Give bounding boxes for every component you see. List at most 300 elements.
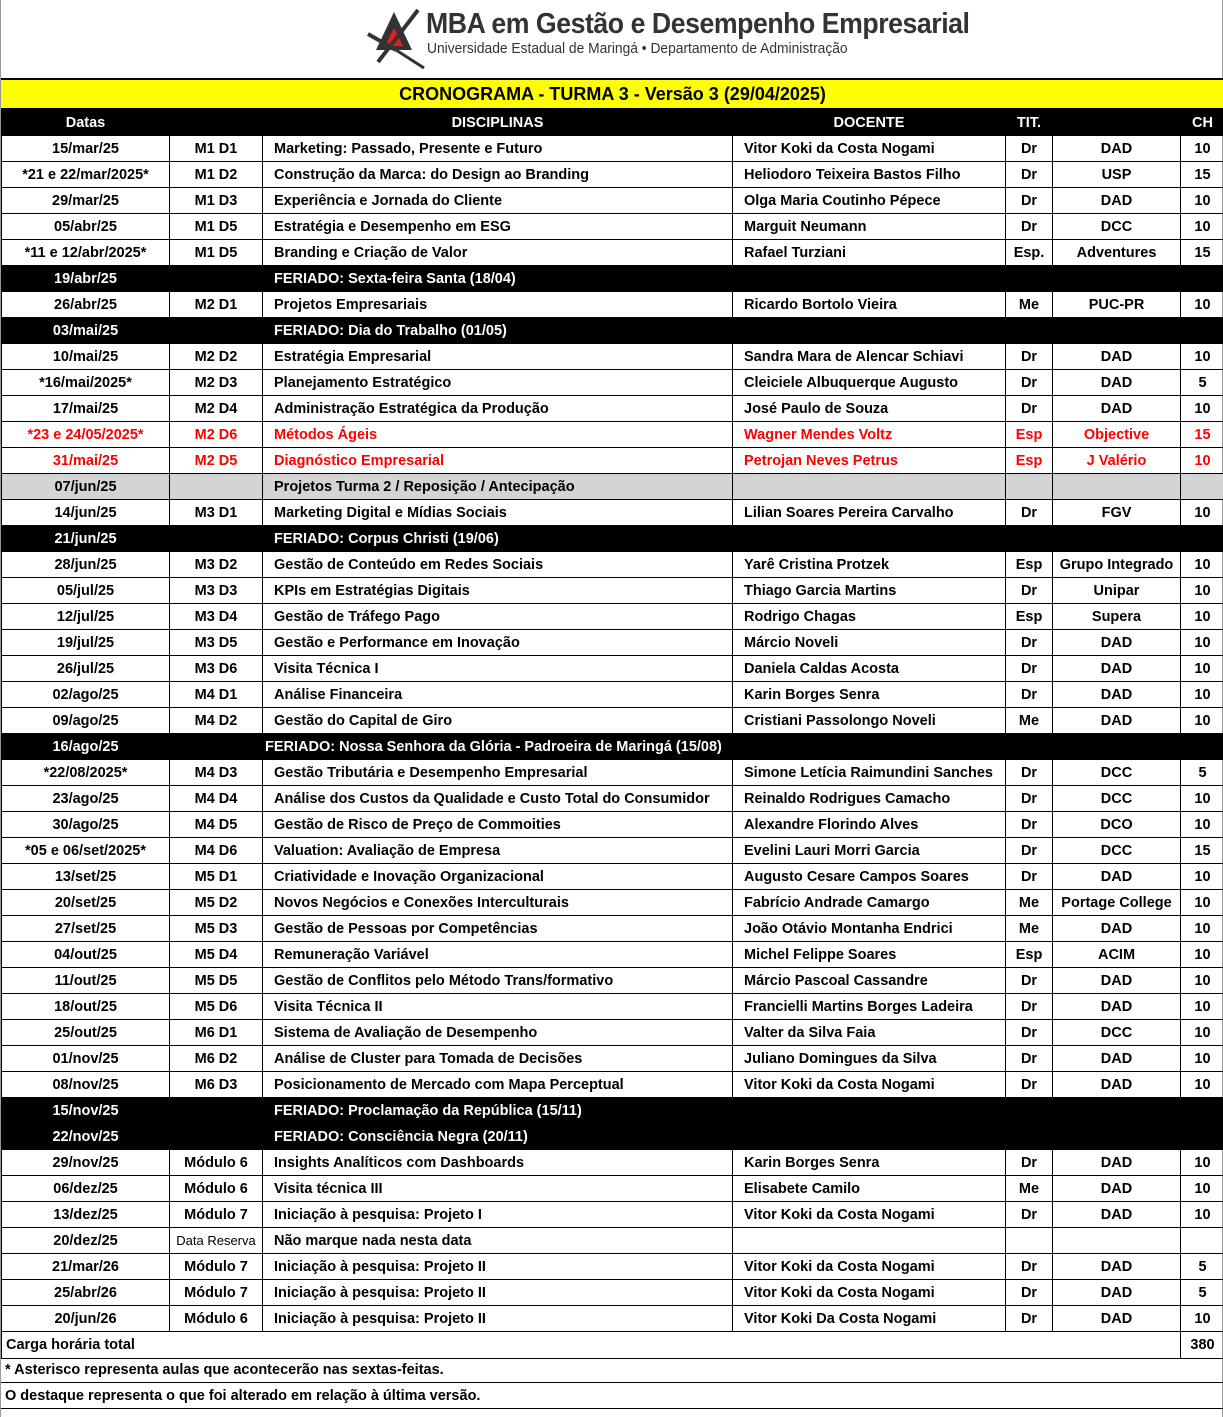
table-header-row [2,110,1223,136]
cell-institution: Unipar [1053,578,1181,604]
table-row [2,812,1223,838]
cell-date: 04/out/25 [2,942,170,968]
cell-discipline: Gestão Tributária e Desempenho Empresarial [263,760,733,786]
cell-module: M3 D2 [170,552,263,578]
cell-date: 19/jul/25 [2,630,170,656]
holiday-row [2,1124,1223,1150]
cell-institution: DAD [1053,994,1181,1020]
cell-teacher: Lilian Soares Pereira Carvalho [733,500,1006,526]
cell-title: Esp [1006,942,1053,968]
cell-teacher: Rafael Turziani [733,240,1006,266]
cell-institution: DAD [1053,916,1181,942]
cell-discipline: Visita Técnica I [263,656,733,682]
cell-teacher: Yarê Cristina Protzek [733,552,1006,578]
cell-discipline: Gestão de Conflitos pelo Método Trans/formativo [263,968,733,994]
cell-discipline: Métodos Ágeis [263,422,733,448]
cell-hours: 5 [1181,760,1223,786]
cell-title: Dr [1006,1202,1053,1228]
cell-hours: 5 [1181,1254,1223,1280]
cell-title: Esp. [1006,240,1053,266]
table-row [2,682,1223,708]
cell-module: M2 D6 [170,422,263,448]
cell-hours: 10 [1181,1150,1223,1176]
cell-teacher: Wagner Mendes Voltz [733,422,1006,448]
cell-module: M4 D3 [170,760,263,786]
cell-date: 27/set/25 [2,916,170,942]
cell-discipline: Posicionamento de Mercado com Mapa Perceptual [263,1072,733,1098]
cell-teacher: Daniela Caldas Acosta [733,656,1006,682]
cell-module: M6 D3 [170,1072,263,1098]
cell-module [170,1124,263,1150]
cell-date: 19/abr/25 [2,266,170,292]
cell-institution: J Valério [1053,448,1181,474]
cell-teacher [733,474,1006,500]
cell-teacher: Michel Felippe Soares [733,942,1006,968]
cell-institution: Adventures [1053,240,1181,266]
cell-title: Esp [1006,422,1053,448]
cell-holiday: FERIADO: Corpus Christi (19/06) [263,526,1223,552]
cell-date: *05 e 06/set/2025* [2,838,170,864]
cell-hours: 10 [1181,1072,1223,1098]
cell-title: Esp [1006,448,1053,474]
cell-holiday: FERIADO: Consciência Negra (20/11) [263,1124,1223,1150]
cell-hours: 10 [1181,604,1223,630]
brand-title: MBA em Gestão e Desempenho Empresarial [426,8,970,40]
cell-discipline: Marketing Digital e Mídias Sociais [263,500,733,526]
cell-institution: DAD [1053,864,1181,890]
cell-discipline: Iniciação à pesquisa: Projeto II [263,1254,733,1280]
cell-discipline: Análise dos Custos da Qualidade e Custo Total do Consumidor [263,786,733,812]
cell-discipline: Gestão e Performance em Inovação [263,630,733,656]
cell-teacher: Karin Borges Senra [733,1150,1006,1176]
cell-institution: FGV [1053,500,1181,526]
cell-teacher: Sandra Mara de Alencar Schiavi [733,344,1006,370]
table-row [2,942,1223,968]
cell-teacher: Vitor Koki da Costa Nogami [733,1202,1006,1228]
cell-teacher: Fabrício Andrade Camargo [733,890,1006,916]
cell-discipline: Visita técnica III [263,1176,733,1202]
table-row [2,1280,1223,1306]
cell-teacher: Vitor Koki da Costa Nogami [733,1254,1006,1280]
cell-discipline: Gestão de Pessoas por Competências [263,916,733,942]
column-header-teacher: DOCENTE [733,110,1006,136]
cell-date: 21/mar/26 [2,1254,170,1280]
cell-date: 28/jun/25 [2,552,170,578]
table-row [2,968,1223,994]
cell-hours: 10 [1181,344,1223,370]
cell-institution: Objective [1053,422,1181,448]
cell-discipline: Iniciação à pesquisa: Projeto II [263,1280,733,1306]
holiday-row [2,734,1223,760]
column-header-module [170,110,263,136]
cell-teacher: Cristiani Passolongo Noveli [733,708,1006,734]
cell-title: Dr [1006,1046,1053,1072]
cell-hours: 10 [1181,916,1223,942]
cell-module: Módulo 7 [170,1202,263,1228]
cell-hours: 5 [1181,1280,1223,1306]
cell-date: 15/nov/25 [2,1098,170,1124]
cell-teacher: Augusto Cesare Campos Soares [733,864,1006,890]
cell-date: 02/ago/25 [2,682,170,708]
cell-discipline: Branding e Criação de Valor [263,240,733,266]
cell-discipline: Iniciação à pesquisa: Projeto I [263,1202,733,1228]
cell-title: Dr [1006,214,1053,240]
cell-title: Esp [1006,604,1053,630]
cell-title: Dr [1006,396,1053,422]
cell-hours: 10 [1181,890,1223,916]
cell-module: M2 D5 [170,448,263,474]
cell-date: 20/set/25 [2,890,170,916]
holiday-row [2,1098,1223,1124]
table-row [2,1176,1223,1202]
cell-institution: DCC [1053,1020,1181,1046]
cell-module [170,266,263,292]
header [1,0,1223,78]
cell-module: Módulo 6 [170,1176,263,1202]
cell-discipline: KPIs em Estratégias Digitais [263,578,733,604]
cell-date: 25/abr/26 [2,1280,170,1306]
cell-hours: 10 [1181,552,1223,578]
table-row [2,994,1223,1020]
table-row [2,890,1223,916]
cell-hours: 15 [1181,162,1223,188]
cell-title: Dr [1006,656,1053,682]
table-row [2,500,1223,526]
cell-discipline: Gestão de Tráfego Pago [263,604,733,630]
schedule-body [2,136,1223,1359]
table-row [2,136,1223,162]
cell-teacher: Karin Borges Senra [733,682,1006,708]
footer-note: O destaque representa o que foi alterado em relação à última versão. [1,1383,1223,1409]
cell-date: 29/nov/25 [2,1150,170,1176]
cell-institution: DAD [1053,630,1181,656]
table-row [2,1046,1223,1072]
cell-module: M4 D6 [170,838,263,864]
cell-teacher: Alexandre Florindo Alves [733,812,1006,838]
cell-title: Dr [1006,578,1053,604]
cell-discipline: Experiência e Jornada do Cliente [263,188,733,214]
cell-hours: 10 [1181,942,1223,968]
cell-module: M5 D6 [170,994,263,1020]
cell-institution: DAD [1053,188,1181,214]
cell-institution: DCC [1053,838,1181,864]
table-row [2,1150,1223,1176]
table-row [2,578,1223,604]
cell-module [170,318,263,344]
total-label: Carga horária total [2,1332,1181,1359]
cell-date: 30/ago/25 [2,812,170,838]
table-row [2,760,1223,786]
cell-hours: 10 [1181,656,1223,682]
cell-institution: Portage College [1053,890,1181,916]
cell-teacher: Márcio Noveli [733,630,1006,656]
cell-hours [1181,474,1223,500]
cell-date: 26/abr/25 [2,292,170,318]
cell-module: M3 D5 [170,630,263,656]
cell-module: M2 D3 [170,370,263,396]
holiday-row [2,318,1223,344]
cell-title: Dr [1006,1150,1053,1176]
cell-hours: 10 [1181,708,1223,734]
cell-hours: 10 [1181,292,1223,318]
cell-holiday: FERIADO: Dia do Trabalho (01/05) [263,318,1223,344]
cell-date: 08/nov/25 [2,1072,170,1098]
cell-date: *11 e 12/abr/2025* [2,240,170,266]
cell-hours: 10 [1181,214,1223,240]
cell-institution: PUC-PR [1053,292,1181,318]
uem-logo-icon [366,6,426,70]
cell-title: Dr [1006,1072,1053,1098]
cell-teacher: Cleiciele Albuquerque Augusto [733,370,1006,396]
cell-institution: DAD [1053,968,1181,994]
cell-title: Dr [1006,786,1053,812]
cell-discipline: Gestão do Capital de Giro [263,708,733,734]
cell-title: Dr [1006,370,1053,396]
cell-date: 31/mai/25 [2,448,170,474]
cell-holiday: FERIADO: Proclamação da República (15/11) [263,1098,1223,1124]
cell-date: 25/out/25 [2,1020,170,1046]
cell-institution: DAD [1053,136,1181,162]
cell-teacher: Francielli Martins Borges Ladeira [733,994,1006,1020]
cell-module [170,526,263,552]
cell-module: M2 D4 [170,396,263,422]
table-row [2,1306,1223,1332]
cell-hours: 10 [1181,396,1223,422]
cell-module: M6 D2 [170,1046,263,1072]
cell-title: Dr [1006,968,1053,994]
cell-module: Módulo 6 [170,1150,263,1176]
cell-date: 23/ago/25 [2,786,170,812]
column-header-dates: Datas [2,110,170,136]
footer-note: * Asterisco representa aulas que acontecerão nas sextas-feitas. [1,1357,1223,1383]
cell-discipline: Estratégia e Desempenho em ESG [263,214,733,240]
cell-hours: 10 [1181,448,1223,474]
cell-module: Módulo 7 [170,1280,263,1306]
table-row [2,864,1223,890]
cell-hours: 15 [1181,838,1223,864]
cell-module: M5 D2 [170,890,263,916]
table-row [2,1228,1223,1254]
cell-hours: 10 [1181,968,1223,994]
table-row [2,422,1223,448]
brand-subtitle: Universidade Estadual de Maringá • Departamento de Administração [427,40,848,57]
cell-title: Dr [1006,682,1053,708]
cell-institution: DAD [1053,708,1181,734]
cell-hours: 10 [1181,1306,1223,1332]
cell-module: M3 D3 [170,578,263,604]
table-row [2,656,1223,682]
cell-teacher: Márcio Pascoal Cassandre [733,968,1006,994]
cell-institution: DAD [1053,1280,1181,1306]
cell-discipline: Projetos Empresariais [263,292,733,318]
cell-teacher: Vitor Koki da Costa Nogami [733,1280,1006,1306]
cell-hours: 10 [1181,1046,1223,1072]
cell-date: 14/jun/25 [2,500,170,526]
cell-discipline: Criatividade e Inovação Organizacional [263,864,733,890]
cell-hours: 10 [1181,812,1223,838]
cell-hours: 15 [1181,422,1223,448]
table-row [2,1254,1223,1280]
cell-hours: 10 [1181,994,1223,1020]
cell-title: Me [1006,292,1053,318]
cell-discipline: Análise de Cluster para Tomada de Decisões [263,1046,733,1072]
cell-hours: 10 [1181,682,1223,708]
cell-date: 01/nov/25 [2,1046,170,1072]
cell-date: 26/jul/25 [2,656,170,682]
cell-teacher: Marguit Neumann [733,214,1006,240]
cell-module: Módulo 6 [170,1306,263,1332]
cell-title: Dr [1006,1020,1053,1046]
table-row [2,1072,1223,1098]
table-row [2,162,1223,188]
cell-date: *21 e 22/mar/2025* [2,162,170,188]
cell-hours: 10 [1181,188,1223,214]
column-header-title: TIT. [1006,110,1053,136]
schedule-table [1,109,1223,1359]
cell-date: 12/jul/25 [2,604,170,630]
table-row [2,708,1223,734]
column-header-disciplines: DISCIPLINAS [263,110,733,136]
cell-institution [1053,474,1181,500]
cell-date: 22/nov/25 [2,1124,170,1150]
table-row [2,786,1223,812]
cell-title: Me [1006,890,1053,916]
cell-discipline: Remuneração Variável [263,942,733,968]
cell-module: M1 D1 [170,136,263,162]
table-row [2,344,1223,370]
cell-institution: Grupo Integrado [1053,552,1181,578]
cell-title: Dr [1006,1306,1053,1332]
cell-institution: DAD [1053,1306,1181,1332]
cell-teacher: Juliano Domingues da Silva [733,1046,1006,1072]
cell-institution: DAD [1053,344,1181,370]
cell-holiday: FERIADO: Sexta-feira Santa (18/04) [263,266,1223,292]
cell-date: 05/jul/25 [2,578,170,604]
table-row [2,1202,1223,1228]
table-row [2,838,1223,864]
cell-module: M5 D3 [170,916,263,942]
table-row [2,552,1223,578]
cell-hours: 10 [1181,630,1223,656]
cell-date: 21/jun/25 [2,526,170,552]
cell-institution: DAD [1053,656,1181,682]
cell-teacher: Vitor Koki da Costa Nogami [733,1072,1006,1098]
cell-discipline: Valuation: Avaliação de Empresa [263,838,733,864]
cell-institution: DCO [1053,812,1181,838]
cell-date: 18/out/25 [2,994,170,1020]
cell-title: Dr [1006,812,1053,838]
cell-hours: 10 [1181,578,1223,604]
cell-date: *23 e 24/05/2025* [2,422,170,448]
cell-title: Dr [1006,760,1053,786]
cell-module: M5 D1 [170,864,263,890]
cell-module: M1 D5 [170,240,263,266]
cell-hours: 10 [1181,136,1223,162]
cell-institution: USP [1053,162,1181,188]
table-row [2,214,1223,240]
cell-teacher: Vitor Koki Da Costa Nogami [733,1306,1006,1332]
cell-discipline: Visita Técnica II [263,994,733,1020]
cell-hours: 10 [1181,1176,1223,1202]
cell-module: M3 D1 [170,500,263,526]
cell-title [1006,474,1053,500]
cell-title: Dr [1006,344,1053,370]
table-row [2,604,1223,630]
column-header-hours: CH [1181,110,1223,136]
column-header-institution [1053,110,1181,136]
cell-teacher: Reinaldo Rodrigues Camacho [733,786,1006,812]
cell-teacher: João Otávio Montanha Endrici [733,916,1006,942]
cell-discipline: Projetos Turma 2 / Reposição / Antecipação [263,474,733,500]
cell-hours: 10 [1181,864,1223,890]
cell-hours: 5 [1181,370,1223,396]
cell-title: Dr [1006,188,1053,214]
cell-module [170,734,263,760]
cell-teacher: Petrojan Neves Petrus [733,448,1006,474]
table-row [2,916,1223,942]
table-row [2,474,1223,500]
table-row [2,292,1223,318]
cell-institution: DCC [1053,786,1181,812]
cell-teacher: José Paulo de Souza [733,396,1006,422]
cell-module: Módulo 7 [170,1254,263,1280]
cell-date: 13/dez/25 [2,1202,170,1228]
table-row [2,370,1223,396]
cell-date: *22/08/2025* [2,760,170,786]
cell-discipline: Gestão de Risco de Preço de Commoities [263,812,733,838]
cell-holiday: FERIADO: Nossa Senhora da Glória - Padroeira de Maringá (15/08) [263,734,1223,760]
cell-date: 10/mai/25 [2,344,170,370]
cell-hours: 10 [1181,1202,1223,1228]
cell-discipline: Não marque nada nesta data [263,1228,733,1254]
cell-institution: DAD [1053,1072,1181,1098]
cell-discipline: Planejamento Estratégico [263,370,733,396]
cell-date: 11/out/25 [2,968,170,994]
cell-discipline: Gestão de Conteúdo em Redes Sociais [263,552,733,578]
cell-teacher: Rodrigo Chagas [733,604,1006,630]
cell-module: M2 D2 [170,344,263,370]
cell-discipline: Análise Financeira [263,682,733,708]
cell-date: *16/mai/2025* [2,370,170,396]
cell-title: Me [1006,708,1053,734]
cell-date: 03/mai/25 [2,318,170,344]
cell-discipline: Insights Analíticos com Dashboards [263,1150,733,1176]
cell-institution: DCC [1053,214,1181,240]
cell-institution: DAD [1053,396,1181,422]
cell-title: Esp [1006,552,1053,578]
schedule-title: CRONOGRAMA - TURMA 3 - Versão 3 (29/04/2025) [1,78,1223,109]
cell-date: 17/mai/25 [2,396,170,422]
cell-institution: DAD [1053,682,1181,708]
cell-module: M2 D1 [170,292,263,318]
cell-discipline: Administração Estratégica da Produção [263,396,733,422]
cell-title [1006,1228,1053,1254]
cell-module: Data Reserva [170,1228,263,1254]
cell-institution: DAD [1053,1150,1181,1176]
cell-title: Dr [1006,500,1053,526]
cell-teacher: Valter da Silva Faia [733,1020,1006,1046]
table-row [2,1020,1223,1046]
cell-discipline: Iniciação à pesquisa: Projeto II [263,1306,733,1332]
cell-module: M4 D1 [170,682,263,708]
cell-hours: 10 [1181,500,1223,526]
cell-hours [1181,1228,1223,1254]
cell-hours: 15 [1181,240,1223,266]
cell-title: Me [1006,916,1053,942]
cell-date: 20/dez/25 [2,1228,170,1254]
total-value: 380 [1181,1332,1223,1359]
cell-institution [1053,1228,1181,1254]
